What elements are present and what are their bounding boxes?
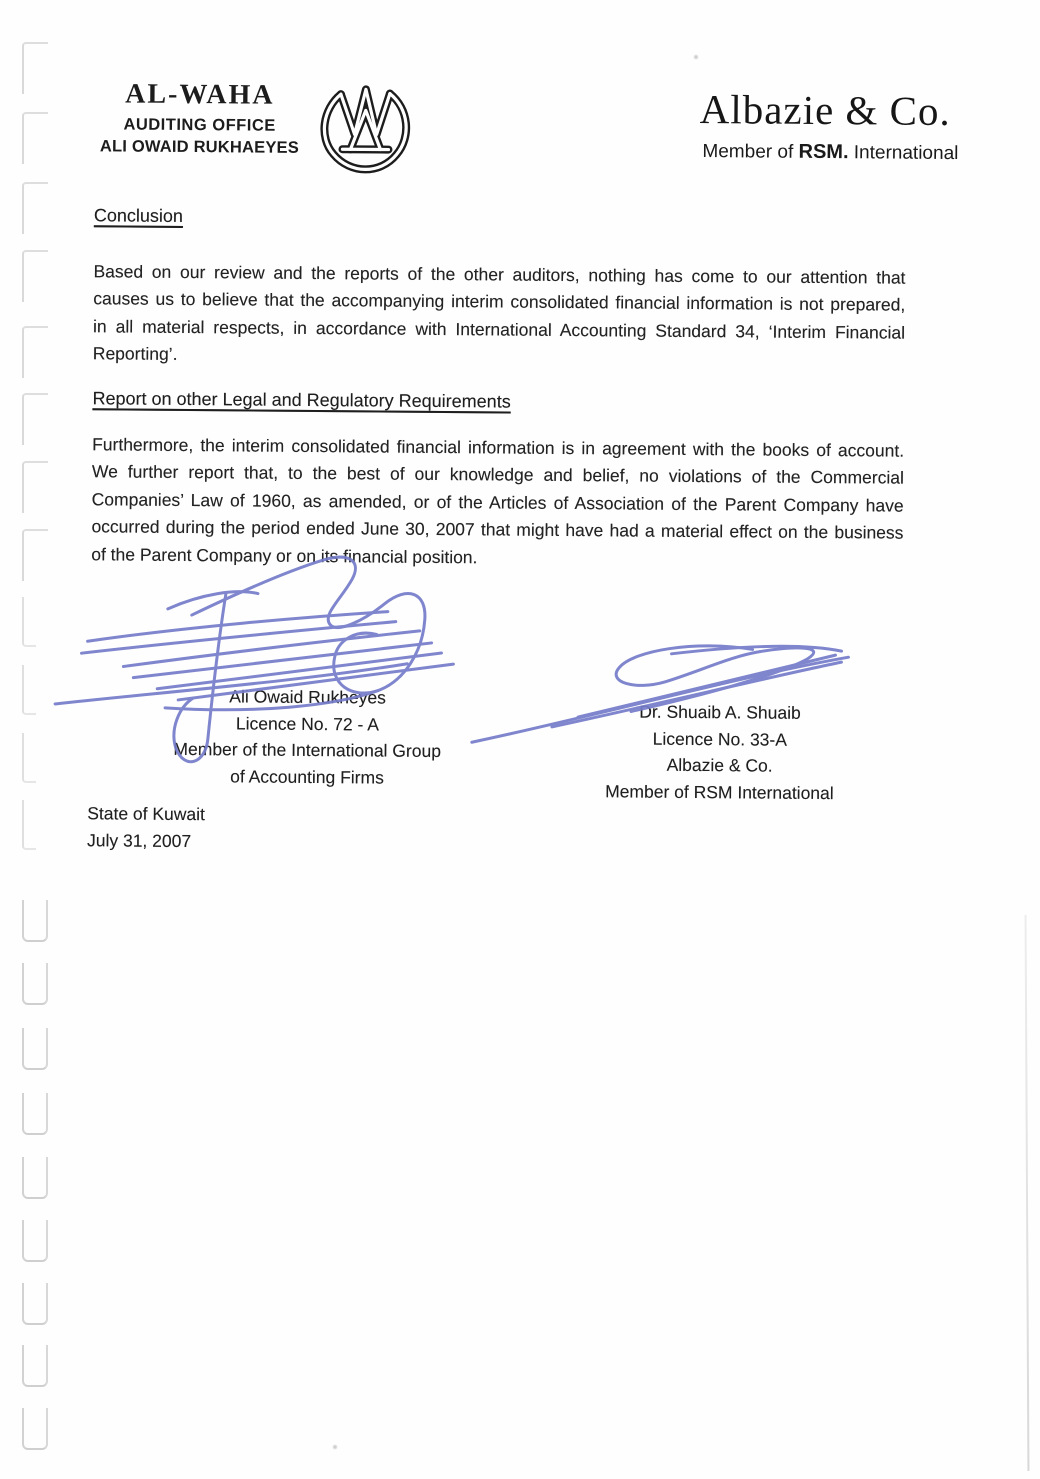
paragraph-line: causes us to believe that the accompanying interim consolidated financial information is not prepared, (93, 286, 905, 320)
signatory-licence: Licence No. 72 - A (135, 709, 480, 738)
signatory-firm: of Accounting Firms (134, 762, 479, 791)
closing-date: July 31, 2007 (87, 827, 205, 855)
signatory-block-rukheyes (134, 683, 480, 792)
signatory-firm: Member of the International Group (135, 736, 480, 765)
albazie-membership-line: Member of RSM. International (702, 140, 958, 165)
legal-requirements-heading: Report on other Legal and Regulatory Requirements (92, 388, 510, 412)
al-waha-monogram-icon (313, 82, 418, 179)
signatory-name: Dr. Shuaib A. Shuaib (550, 698, 890, 727)
signatory-firm: Member of RSM International (549, 777, 889, 806)
paragraph-line: Companies’ Law of 1960, as amended, or of the Articles of Association of the Parent Company have (92, 486, 904, 520)
conclusion-heading: Conclusion (94, 205, 183, 227)
rsm-brand: RSM. (798, 141, 848, 163)
alwaha-letterhead (94, 78, 305, 158)
paragraph-line: Furthermore, the interim consolidated financial information is in agreement with the books of account. (92, 431, 904, 465)
albazie-letterhead (699, 85, 959, 165)
closing-place: State of Kuwait (87, 800, 205, 828)
paragraph-line: occurred during the period ended June 30, 2007 that might have had a material effect on the business (91, 513, 903, 547)
paragraph-line: Reporting’. (93, 340, 905, 374)
conclusion-paragraph (93, 258, 906, 374)
paragraph-line: We further report that, to the best of our knowledge and belief, no violations of the Commercial (92, 459, 904, 493)
legal-requirements-paragraph (91, 431, 904, 574)
signatory-firm: Albazie & Co. (550, 751, 890, 780)
alwaha-subtitle: AUDITING OFFICE (95, 115, 305, 136)
paragraph-line: Based on our review and the reports of the other auditors, nothing has come to our attention that (93, 258, 905, 292)
alwaha-owner-name: ALI OWAID RUKHAEYES (94, 137, 304, 158)
alwaha-title: AL-WAHA (95, 78, 305, 112)
closing-block (87, 800, 205, 855)
letter-body (96, 0, 908, 6)
signatory-block-shuaib (549, 698, 890, 807)
signatory-name: Ali Owaid Rukheyes (135, 683, 480, 712)
paragraph-line: of the Parent Company or on its financial position. (91, 541, 903, 575)
paragraph-line: in all material respects, in accordance with International Accounting Standard 34, ‘Interim Financial (93, 313, 905, 347)
signatory-licence: Licence No. 33-A (550, 724, 890, 753)
albazie-title: Albazie & Co. (700, 85, 959, 135)
